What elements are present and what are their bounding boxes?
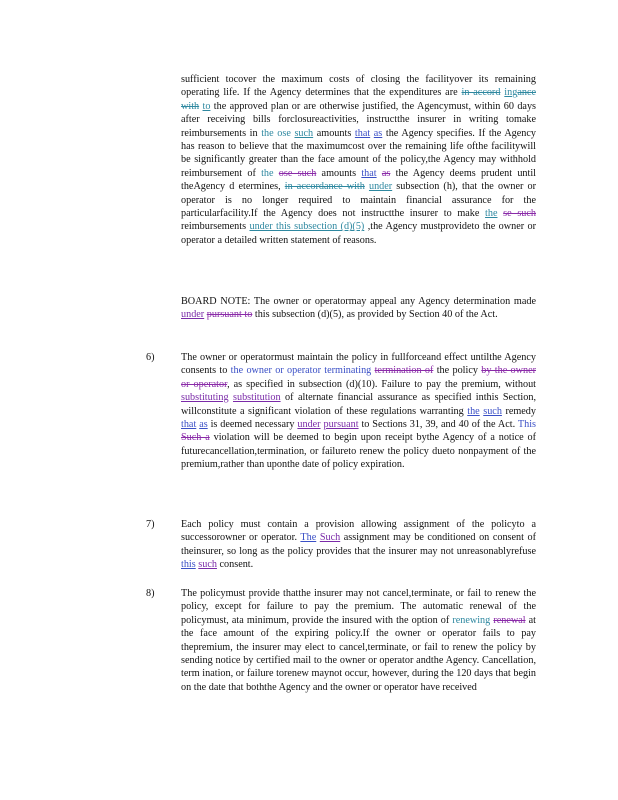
item-number: 8) [146,588,155,599]
inserted-text: This [517,419,536,431]
inserted-text: such [483,405,502,417]
deleted-text: in accord [461,87,501,99]
inserted-text: substituting [181,392,229,404]
board-note [181,295,536,322]
paragraph-text [181,518,536,572]
deleted-text: substitution [233,392,281,404]
inserted-text: the [467,405,480,417]
item-8-paragraph [181,587,536,694]
text-run: of alternate financial assurance as specified inthis Section, willconstitute a significant violation of these regulations warranting [181,392,536,417]
inserted-text: the [485,208,498,220]
text-run: The policymust provide thatthe insurer may not cancel,terminate, or fail to renew the policy, except for failure to pay the premium. The automatic renewal of the policymust, ata minimum, provide the insured with the option of [181,588,536,626]
text-run: this subsection (d)(5), as provided by Section 40 of the Act. [252,309,498,321]
inserted-text: under this subsection (d)(5) [249,221,365,233]
paragraph-text [181,73,536,247]
deleted-text: in accordance with [284,181,365,193]
text-run: ,the Agency mustprovideto the owner or operator a detailed written statement of reasons. [181,221,536,246]
text-run: the approved plan or are otherwise justified, the Agencymust, within 60 days after receiving bills forclosureactivities, instructthe insurer in writing tomake reimbursements in [181,100,536,139]
inserted-text: pursuant [323,419,359,431]
paragraph-text [181,587,536,694]
deleted-text: ose such [278,167,317,179]
inserted-text: ose [277,127,291,139]
deleted-text: as [381,167,391,179]
deleted-text: termination of [374,365,434,377]
text-run: is deemed necessary [207,419,298,431]
inserted-text: as [199,419,208,431]
text-run: sufficient tocover the maximum costs of closing the facilityover its remaining operating life. If the Agency determines that the expenditures are [181,74,536,99]
inserted-text: this [181,559,196,571]
item-number: 7) [146,519,155,530]
text-run: to Sections 31, 39, and 40 of the Act. [358,419,518,431]
item-6-paragraph [181,351,536,472]
deleted-text: pursuant to [206,309,253,321]
inserted-text: that [354,127,371,139]
inserted-text: that [361,167,377,179]
inserted-text: Such [319,532,341,544]
text-run: amounts [313,127,355,139]
deleted-text: ance with [181,87,536,112]
inserted-text: renewing [452,614,491,626]
text-run: violation will be deemed to begin upon receipt bythe Agency of a notice of futurecancellation,termination, or failureto renew the policy dueto nonpayment of the premium,rather than uponthe date of policy expiration. [181,432,536,471]
text-run: subsection (h), that the owner or operator is no longer required to maintain financial assurance for the particularfacility.If the Agency does not instructthe insurer to make [181,181,537,220]
inserted-text: under [368,181,393,193]
text-run: Each policy must contain a provision allowing assignment of the policyto a successorowner or operator. [181,519,536,544]
inserted-text: ing [504,87,518,99]
deleted-text: renewal [493,614,526,626]
item-7-paragraph [181,518,536,572]
text-run: , as specified in subsection (d)(10). Failure to pay the premium, without [227,378,536,390]
deleted-text: Such a [181,432,210,444]
inserted-text: the owner or operator terminating [230,365,372,377]
inserted-text: The [300,532,317,544]
text-run: at the face amount of the expiring policy.If the owner or operator fails to pay thepremium, the insurer may elect to cancel,terminate, or fail to renew the policy by sending notice by certified mail to the owner or operator andthe Agency. Cancellation, term ination, or failure torenew maynot occur, however, during the 120 days that begin on the date that boththe Agency and the owner or operator have received [181,614,536,693]
inserted-text: under [297,419,321,431]
inserted-text: the [261,167,274,179]
inserted-text: the [261,127,274,139]
inserted-text: that [181,419,197,431]
text-run: the Agency deems prudent until theAgency d etermines, [181,167,537,193]
paragraph-text [181,351,536,472]
text-run: assignment may be conditioned on consent of theinsurer, so long as the policy provides that the insurer may not unreasonablyrefuse [181,532,536,557]
board-note-text [181,295,536,322]
paragraph-reimbursement-continued [181,73,536,247]
text-run: BOARD NOTE: The owner or operatormay appeal any Agency determination made [181,296,536,307]
text-run: reimbursements [181,221,250,233]
text-run: amounts [316,167,362,179]
item-number: 6) [146,352,155,363]
text-run: consent. [216,559,254,571]
text-run: the policy [433,365,482,377]
text-run: remedy [501,405,536,417]
inserted-text: under [181,309,205,321]
deleted-text: se such [503,208,536,220]
inserted-text: to [202,100,211,112]
text-run: The owner or operatormust maintain the policy in fullforceand effect untilthe Agency consents to [181,352,536,377]
text-run: the Agency specifies. If the Agency has reason to believe that the maximumcost over the remaining life ofthe facilitywill be significantly greater than the face amount of the policy,the Agency may withhold reimbursement of [181,127,537,179]
inserted-text: such [198,559,217,571]
deleted-text: by the owner or operator [181,365,537,390]
inserted-text: as [373,127,383,139]
inserted-text: such [294,127,314,139]
